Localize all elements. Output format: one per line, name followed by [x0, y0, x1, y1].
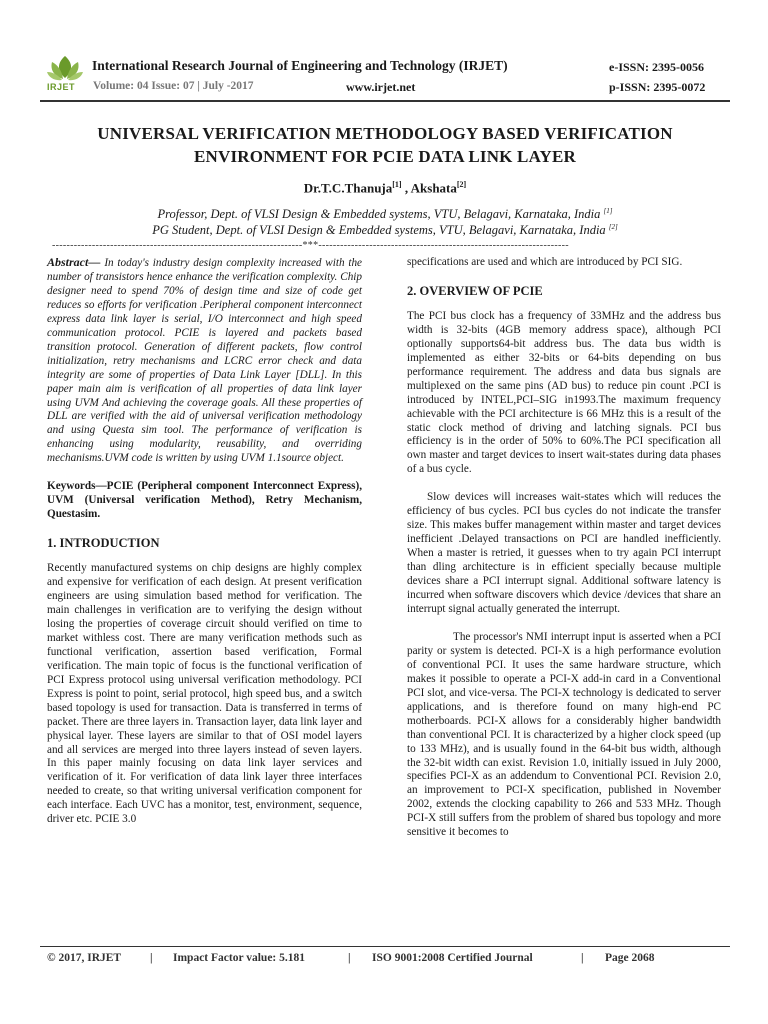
- right-column: [407, 256, 721, 840]
- section-separator: ---------------------------------------------------------------------***---------------------------------------------------------------------: [52, 240, 569, 251]
- volume-info: Volume: 04 Issue: 07 | July -2017: [93, 80, 254, 92]
- section-heading-introduction: 1. INTRODUCTION: [47, 536, 160, 551]
- journal-website-link[interactable]: www.irjet.net: [346, 80, 416, 94]
- affiliation-1-ref: [1]: [603, 207, 613, 215]
- overview-paragraph-1: The PCI bus clock has a frequency of 33MHz and the address bus width is 32-bits (4GB memory address space), although PCI optionally supports64-bit address bus. The data bus width is implemented as either 32-bits or 64-bits depending on bus performance requirement. The address and data bus signals are multiplexed on the same pins (AD bus) to reduce pin count .PCI is introduced by INTEL,PCI–SIG in1993.The maximum frequency achievable with the PCI architecture is 66 MHz this is a result of the static clock method of driving and latching signals. PCI bus efficiency is in the order of 50% to 60%.The PCI specification all own master and target devices to insert wait-states during data phases of a bus cycle.: [407, 309, 721, 476]
- page-header: [0, 0, 768, 110]
- footer-separator-3: |: [581, 952, 584, 964]
- footer-divider: [40, 946, 730, 947]
- author-2: Akshata: [410, 180, 457, 196]
- paper-title: [40, 122, 730, 168]
- abstract-label: Abstract: [47, 255, 89, 269]
- affiliation-2: [40, 223, 730, 238]
- abstract: [47, 256, 362, 466]
- e-issn: e-ISSN: 2395-0056: [609, 60, 704, 74]
- author-2-ref: [2]: [456, 180, 467, 189]
- introduction-continued: specifications are used and which are introduced by PCI SIG.: [407, 256, 683, 268]
- left-column: [47, 256, 362, 827]
- affiliation-1: [40, 207, 730, 222]
- abstract-dash: —: [88, 255, 105, 269]
- footer-impact-factor: Impact Factor value: 5.181: [173, 952, 306, 964]
- overview-paragraph-3: The processor's NMI interrupt input is asserted when a PCI parity or system is detected. PCI-X is a high performance evolution of conventional PCI. It uses the same hardware structure, which makes it possible to operate a PCI-X add-in card in a Conventional PCI slot, and vice-versa. The PCI-X technology is dedicated to server applications, and is therefore found on many high-end PC motherboards. PCI-X allows for a considerably higher bandwidth than conventional PCI. It is characterized by a higher clock speed (up to 133 MHz), and is usually found in the 64-bit bus width, although the 32-bit width can exist. Revision 1.0, initially issued in July 2000, specifies PCI-X as an addendum to Conventional PCI. Revision 2.0, an improvement to PCI-X specification, published in November 2002, extends the clocking capability to 266 and 533 MHz. Though PCI-X still suffers from the problem of shared bus topology and more sensitive it becomes to: [407, 630, 721, 839]
- footer-page-number: Page 2068: [605, 952, 655, 964]
- header-divider: [40, 100, 730, 102]
- abstract-text: In today's industry design complexity increased with the number of transistors hence enhance the verification complexity. Chip designer need to spend 70% of design time and size of code get reduces so efforts for verification .Peripheral component interconnect express data link layer is serial, I/O interconnect and high speed communication protocol. PCIE is layered and packets based transition protocol. Generation of different packets, flow control initialization, retry mechanisms and LCRC error check and data integrity are some of properties of Data Link Layer [DLL]. In this paper main aim is verification of all properties of data link layer using UVM And achieving the coverage goals. All these properties of DLL are verified with the aid of universal verification methodology and using Questa sim tool. The performance of verification is enhancing using modularity, reusability, and overriding mechanisms.UVM code is written by using UVM 1.1source object.: [47, 257, 363, 465]
- logo-text: IRJET: [47, 82, 76, 92]
- footer-separator-2: |: [348, 952, 351, 964]
- overview-paragraph-2: Slow devices will increases wait-states which will reduces the efficiency of bus cycles. PCI bus cycles do not indicate the transfer size. This makes buffer management within master and target devices inefficient .Delayed transactions on PCI are handled inefficiently. When a master is retried, it guesses when to try again PCI interrupt than dling architecture is in efficient specially because multiple devices share a PCI interrupt signal. Additional software latency is incurred when software discovers which device /devices that share an interrupt signal actually generated the interrupt.: [407, 491, 721, 615]
- paper-title-line-1: UNIVERSAL VERIFICATION METHODOLOGY BASED VERIFICATION: [97, 124, 673, 143]
- footer-copyright: © 2017, IRJET: [47, 952, 122, 964]
- author-separator: ,: [401, 180, 411, 196]
- journal-name: International Research Journal of Engineering and Technology (IRJET): [92, 58, 508, 73]
- footer-iso: ISO 9001:2008 Certified Journal: [372, 952, 533, 964]
- keywords: Keywords—PCIE (Peripheral component Interconnect Express), UVM (Universal verification Method), Retry Mechanism, Questasim.: [47, 480, 362, 521]
- paper-title-line-2: ENVIRONMENT FOR PCIE DATA LINK LAYER: [193, 147, 577, 166]
- authors: [40, 180, 730, 196]
- author-1-ref: [1]: [392, 180, 402, 189]
- author-1: Dr.T.C.Thanuja: [303, 180, 393, 196]
- affiliation-1-text: Professor, Dept. of VLSI Design & Embedded systems, VTU, Belagavi, Karnataka, India: [157, 207, 604, 222]
- affiliation-2-ref: [2]: [608, 223, 618, 231]
- affiliation-2-text: PG Student, Dept. of VLSI Design & Embedded systems, VTU, Belagavi, Karnataka, India: [152, 223, 609, 238]
- introduction-paragraph: Recently manufactured systems on chip designs are highly complex and expensive for verification of each design. At present verification engineers are using simulation based method for verification. The main challenges in verification are to verifying the design without losing the properties of coverage circuit should verified on time to market withless cost. There are many verification methods such as functional verification, assertion based verification, Formal verification. The main topic of focus is the functional verification of PCI Express protocol using universal verification methodology. PCI Express is point to point, serial protocol, high speed bus, and a switch based topology is used for transaction. Data is transferred in terms of packet. There are three layers in. Transaction layer, data link layer and physical layer. These layers are similar to that of OSI model layers and all services are merged into three layers instead of seven layers. In this paper mainly focusing on data link layer services and verification of it. For verification of data link layer three interfaces needed to create, so that writing universal verification component for each interface. Each UVC has a monitor, test, environment, sequence, driver etc. PCIE 3.0: [47, 562, 362, 826]
- p-issn: p-ISSN: 2395-0072: [609, 80, 706, 94]
- footer-separator-1: |: [150, 952, 153, 964]
- section-heading-overview: 2. OVERVIEW OF PCIE: [407, 283, 543, 298]
